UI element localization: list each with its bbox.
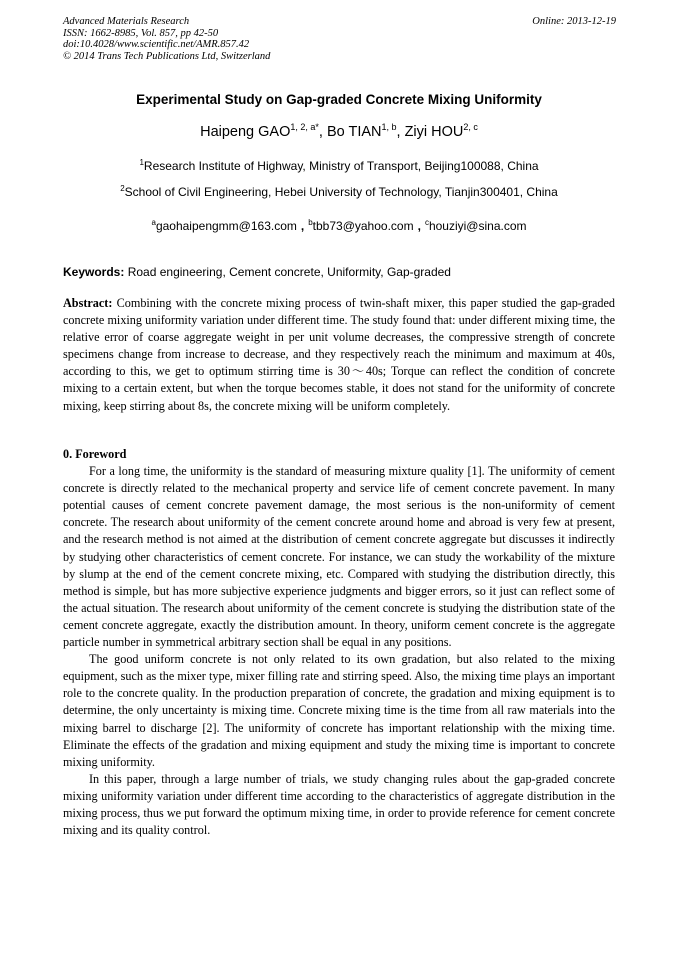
keywords-text: Road engineering, Cement concrete, Uniformity, Gap-graded <box>127 265 451 279</box>
paper-title: Experimental Study on Gap-graded Concrete Mixing Uniformity <box>136 92 542 107</box>
email-sup: c <box>424 218 429 227</box>
affiliation-text: Research Institute of Highway, Ministry of Transport, Beijing100088, China <box>143 159 539 173</box>
email-address[interactable]: tbb73@yahoo.com <box>312 219 414 233</box>
body-paragraph: For a long time, the uniformity is the standard of measuring mixture quality [1]. The uniformity of cement concrete is directly related to the mechanical property and service life of cement concrete pavement. In many potential causes of cement concrete pavement damage, the most serious is the non-uniformity of cement concrete. The research about uniformity of the cement concrete around home and abroad is very few at present, and the research method is not aimed at the distribution of cement concrete aggregate but discusses it indirectly by studying other characteristics of cement concrete. For instance, we can study the workability of the mixture by slump at the end of the cement concrete mixing, etc. Compared with studying the distribution directly, this method is simple, but has more subjective experience judgments and bigger errors, so it just can reflect some of the actual situation. The research about uniformity of the cement concrete is studying the distribution state of the cement concrete aggregate, exactly the distribution amount. In theory, uniform cement concrete is the aggregate particle number in symmetrical arbitrary section shall be equal in any positions. <box>63 464 615 650</box>
author-name: Bo TIAN <box>326 124 382 140</box>
affiliation-sup: 1 <box>139 158 144 167</box>
affiliation-2 <box>0 185 678 199</box>
section-heading: 0. Foreword <box>63 447 127 461</box>
doi-line: doi:10.4028/www.scientific.net/AMR.857.42 <box>63 39 250 50</box>
author-name: Ziyi HOU <box>404 124 464 140</box>
abstract-text: Combining with the concrete mixing process of twin-shaft mixer, this paper studied the gap-graded concrete mixing uniformity variation under different time. The study found that: under different mixing time, the relative error of coarse aggregate weight in per unit volume decreases, the compressive strength of concrete specimens change from increase to decrease, and they respectively reach the minimum and maximum at 40s, according to this, we get to optimum stirring time is 30～40s; Torque can reflect the condition of concrete mixing to a certain extent, but when the torque becomes stable, it does not stand for the uniformity of concrete mixing, keep stirring about 8s, the concrete mixing will be uniform completely. <box>63 296 616 413</box>
online-date: Online: 2013-12-19 <box>532 16 616 27</box>
journal-header <box>63 16 270 62</box>
affiliation-sup: 2 <box>120 184 125 193</box>
journal-name: Advanced Materials Research <box>63 16 190 27</box>
abstract-label: Abstract: <box>63 296 113 310</box>
author-sup: 2, c <box>463 122 478 132</box>
affiliation-text: School of Civil Engineering, Hebei University of Technology, Tianjin300401, China <box>124 185 558 199</box>
email-address[interactable]: houziyi@sina.com <box>428 219 527 233</box>
email-separator: , <box>300 219 305 233</box>
author-sup: 1, b <box>381 122 397 132</box>
author-list: Haipeng $GAO^{1, 2, a*}$, Bo TIAN$^{1, b}$, Ziyi HOU$^{2, c}$ <box>200 122 478 140</box>
author-name: Haipeng GAO <box>200 124 291 140</box>
email-sup: b <box>308 218 313 227</box>
email-address[interactable]: gaohaipengmm@163.com <box>155 219 297 233</box>
foreword-section <box>63 446 615 839</box>
copyright-line: © 2014 Trans Tech Publications Ltd, Switzerland <box>63 50 271 62</box>
body-paragraph: The good uniform concrete is not only related to its own gradation, but also related to the mixing equipment, such as the mixer type, mixer filling rate and stirring speed. Also, the mixing time plays an important role to the concrete quality. In the production preparation of concrete, the gradation and mixing equipment is to determine, the only uncertainty is mixing time. Concrete mixing time is the time from all raw materials into the mixing barrel to discharge [2]. The uniformity of concrete has important relationship with the mixing time. Eliminate the effects of the gradation and mixing equipment and study the mixing time is important to concrete mixing uniformity. <box>63 652 615 769</box>
author-sup: 1, 2, a* <box>290 122 319 132</box>
email-list <box>0 219 678 233</box>
issn-line: ISSN: 1662-8985, Vol. 857, pp 42-50 <box>63 27 219 39</box>
keywords-line <box>63 265 615 279</box>
email-separator: , <box>417 219 421 233</box>
body-paragraph: In this paper, through a large number of trials, we study changing rules about the gap-graded concrete mixing uniformity variation under different time according to the characteristics of aggregate distribution in the mixing process, thus we put forward the optimum mixing time, in order to provide reference for cement concrete mixing and its quality control. <box>63 771 615 838</box>
abstract-block <box>63 295 615 415</box>
affiliation-1 <box>0 159 678 173</box>
keywords-label: Keywords: <box>63 265 125 279</box>
email-sup: a <box>151 218 156 227</box>
